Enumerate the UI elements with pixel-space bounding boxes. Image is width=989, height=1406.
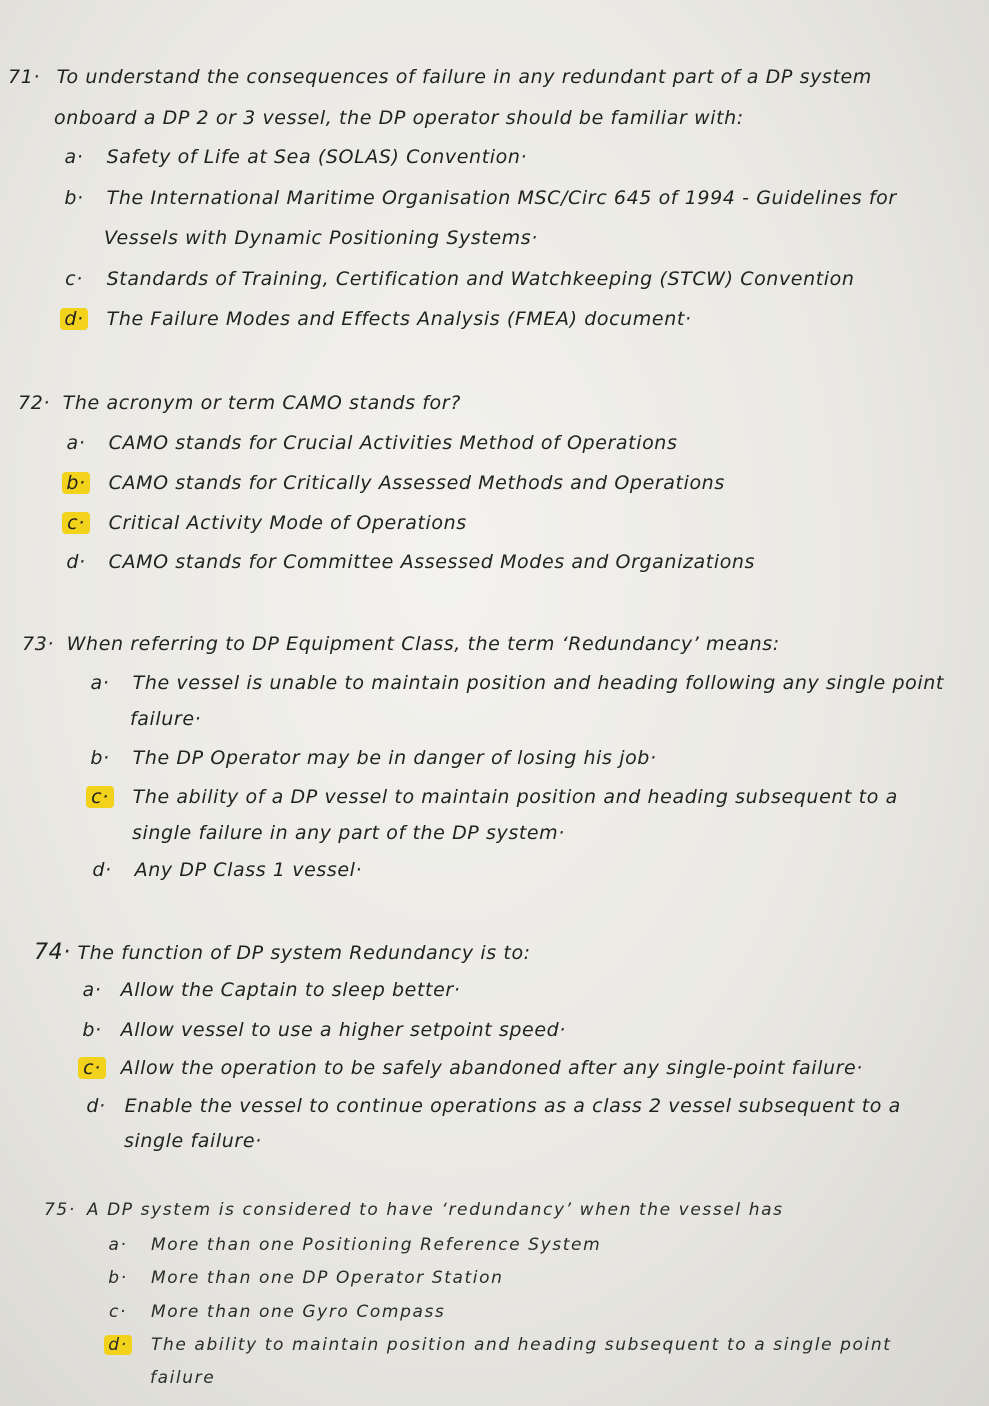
option-d	[62, 551, 755, 573]
question-number: 74·	[34, 940, 71, 965]
question-text: The function of DP system Redundancy is to:	[77, 942, 531, 964]
option-letter: b·	[108, 1268, 128, 1288]
option-letter: a·	[82, 979, 102, 1001]
question-number: 75·	[44, 1200, 76, 1220]
option-a	[78, 979, 460, 1001]
option-text: CAMO stands for Critically Assessed Methods and Operations	[108, 472, 725, 494]
option-text: Allow the operation to be safely abandoned after any single-point failure·	[120, 1057, 863, 1079]
option-text: Critical Activity Mode of Operations	[108, 512, 467, 534]
option-a	[86, 672, 944, 694]
option-b	[78, 1019, 566, 1041]
option-letter: a·	[66, 432, 86, 454]
option-letter: a·	[64, 146, 84, 168]
option-letter: b·	[82, 1019, 102, 1041]
option-text: The DP Operator may be in danger of losing his job·	[132, 747, 657, 769]
option-letter: c·	[65, 268, 83, 290]
option-text: Safety of Life at Sea (SOLAS) Convention·	[106, 146, 528, 168]
question-number: 71·	[8, 66, 41, 88]
option-text: More than one Gyro Compass	[151, 1302, 446, 1322]
option-text: CAMO stands for Crucial Activities Method of Operations	[108, 432, 678, 454]
option-text: failure	[150, 1368, 216, 1388]
option-text: Any DP Class 1 vessel·	[134, 859, 363, 881]
option-b	[104, 1268, 504, 1288]
option-d	[60, 308, 692, 330]
option-text: single failure in any part of the DP system·	[132, 822, 565, 844]
question-text: onboard a DP 2 or 3 vessel, the DP operator should be familiar with:	[54, 107, 744, 129]
option-letter: d·	[66, 551, 86, 573]
option-text: Allow vessel to use a higher setpoint speed·	[120, 1019, 566, 1041]
option-letter: a·	[108, 1235, 128, 1255]
option-c	[86, 786, 898, 808]
option-text: Vessels with Dynamic Positioning Systems·	[104, 227, 538, 249]
option-text: failure·	[130, 708, 202, 730]
option-text: More than one DP Operator Station	[151, 1268, 504, 1288]
highlighted-answer-marker: c·	[86, 786, 114, 808]
option-d	[82, 1095, 901, 1117]
option-letter: b·	[64, 187, 84, 209]
question-number: 72·	[18, 392, 51, 414]
option-a	[104, 1235, 601, 1255]
highlighted-answer-marker: c·	[78, 1057, 106, 1079]
option-d	[104, 1335, 892, 1355]
option-a	[60, 146, 527, 168]
option-a	[62, 432, 677, 454]
question-number: 73·	[22, 633, 55, 655]
option-b	[60, 187, 897, 209]
option-text: Enable the vessel to continue operations as a class 2 vessel subsequent to a	[124, 1095, 901, 1117]
option-letter: b·	[90, 747, 110, 769]
option-c	[60, 268, 855, 290]
highlighted-answer-marker: d·	[104, 1335, 132, 1355]
option-c	[62, 512, 467, 534]
highlighted-answer-marker: b·	[62, 472, 90, 494]
question-text: To understand the consequences of failure in any redundant part of a DP system	[56, 66, 872, 88]
option-c	[78, 1057, 863, 1079]
option-letter: c·	[109, 1302, 127, 1322]
option-text: Standards of Training, Certification and Watchkeeping (STCW) Convention	[106, 268, 855, 290]
option-letter: d·	[92, 859, 112, 881]
option-text: The ability of a DP vessel to maintain position and heading subsequent to a	[132, 786, 898, 808]
option-text: More than one Positioning Reference System	[151, 1235, 602, 1255]
question-text: When referring to DP Equipment Class, the term ‘Redundancy’ means:	[66, 633, 780, 655]
option-letter: a·	[90, 672, 110, 694]
option-b	[62, 472, 725, 494]
highlighted-answer-marker: c·	[62, 512, 90, 534]
option-text: The Failure Modes and Effects Analysis (FMEA) document·	[106, 308, 692, 330]
option-text: CAMO stands for Committee Assessed Modes and Organizations	[108, 551, 756, 573]
option-text: The ability to maintain position and heading subsequent to a single point	[151, 1335, 892, 1355]
option-text: The International Maritime Organisation MSC/Circ 645 of 1994 - Guidelines for	[106, 187, 897, 209]
option-letter: d·	[86, 1095, 106, 1117]
option-text: The vessel is unable to maintain position and heading following any single point	[132, 672, 944, 694]
question-text: The acronym or term CAMO stands for?	[62, 392, 461, 414]
option-text: single failure·	[124, 1130, 262, 1152]
option-text: Allow the Captain to sleep better·	[120, 979, 461, 1001]
option-c	[104, 1302, 445, 1322]
question-text: A DP system is considered to have ‘redundancy’ when the vessel has	[86, 1200, 784, 1220]
option-d	[88, 859, 362, 881]
highlighted-answer-marker: d·	[60, 308, 88, 330]
option-b	[86, 747, 657, 769]
